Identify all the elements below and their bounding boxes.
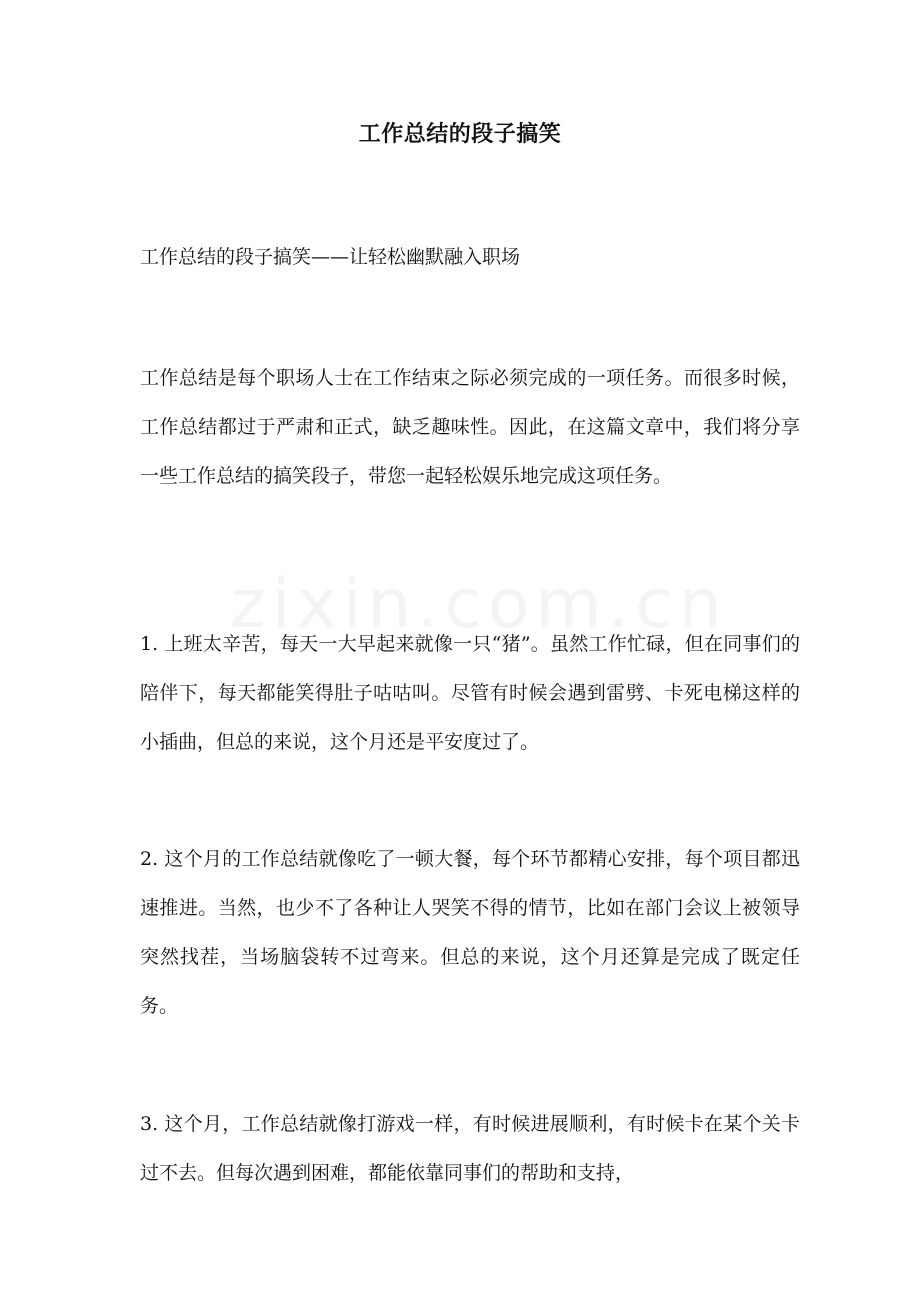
document-subtitle: 工作总结的段子搞笑——让轻松幽默融入职场	[140, 246, 521, 268]
paragraph-2: 2. 这个月的工作总结就像吃了一顿大餐，每个环节都精心安排，每个项目都迅速推进。当然，也少不了各种让人哭笑不得的情节，比如在部门会议上被领导突然找茬，当场脑袋转不过弯来。但总的来说，这个月还算是完成了既定任务。	[140, 848, 800, 1017]
paragraph-3: 3. 这个月，工作总结就像打游戏一样，有时候进展顺利，有时候卡在某个关卡过不去。但每次遇到困难，都能依靠同事们的帮助和支持，	[140, 1113, 800, 1184]
intro-paragraph: 工作总结是每个职场人士在工作结束之际必须完成的一项任务。而很多时候，工作总结都过于严肃和正式，缺乏趣味性。因此，在这篇文章中，我们将分享一些工作总结的搞笑段子，带您一起轻松娱乐地完成这项任务。	[140, 367, 800, 487]
paragraph-1: 1. 上班太辛苦，每天一大早起来就像一只“猪”。虽然工作忙碌，但在同事们的陪伴下，每天都能笑得肚子咕咕叫。尽管有时候会遇到雷劈、卡死电梯这样的小插曲，但总的来说，这个月还是平安度过了。	[140, 633, 800, 753]
document-title: 工作总结的段子搞笑	[358, 122, 562, 147]
